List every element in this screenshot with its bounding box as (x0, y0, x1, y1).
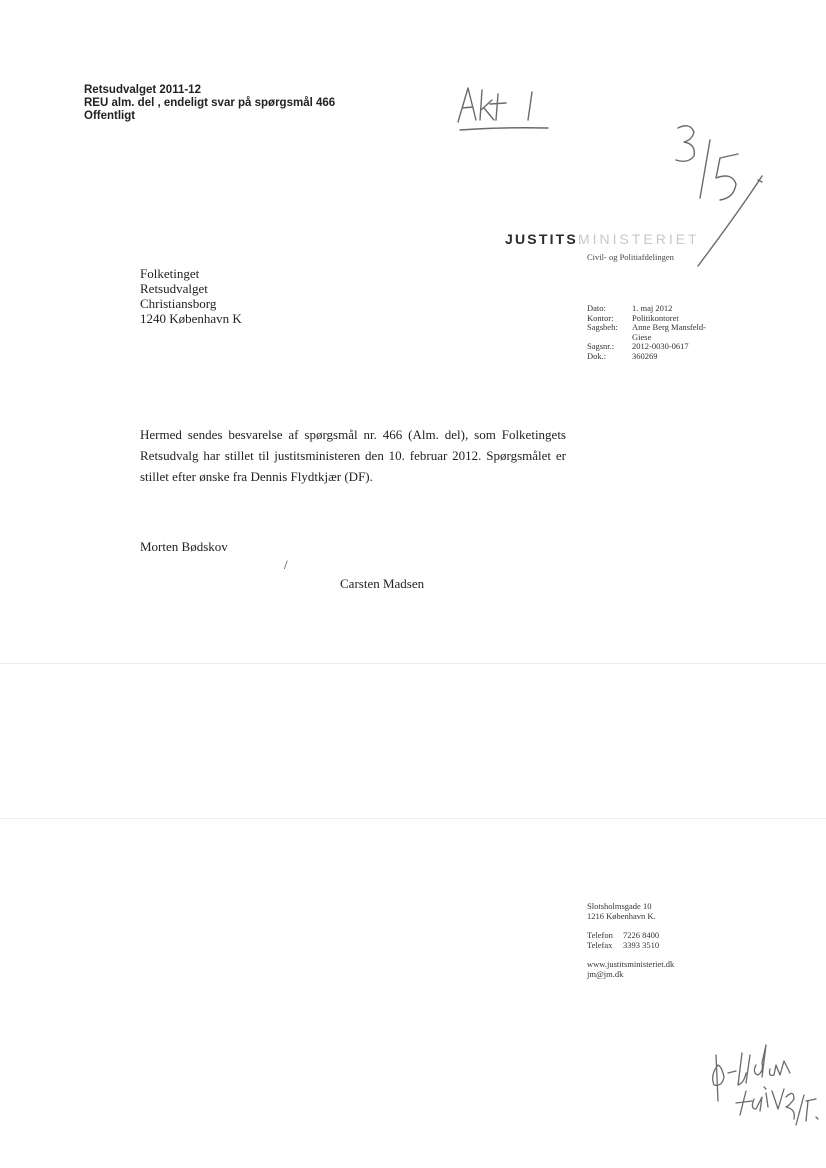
meta-value: 1. maj 2012 (632, 303, 673, 313)
phone-label: Telefon (587, 930, 613, 940)
official-signature: Carsten Madsen (340, 576, 425, 591)
meta-value: Politikontoret (632, 312, 679, 323)
committee-line: Retsudvalget 2011-12 (84, 84, 201, 96)
case-metadata (587, 304, 712, 361)
logo-word-bold: JUSTITS (505, 231, 578, 247)
meta-value: 2012-0030-0617 (632, 341, 689, 351)
footer-email: jm@jm.dk (587, 968, 624, 979)
meta-label: Sagsbeh: (587, 322, 618, 332)
meta-value: 360269 (632, 350, 658, 361)
meta-row-document (587, 352, 712, 362)
recipient-line: 1240 København K (140, 311, 242, 326)
logo-word-light: MINISTERIET (577, 231, 700, 247)
ministry-contact (587, 902, 674, 979)
meta-label: Sagsnr.: (587, 341, 615, 351)
meta-row-handler (587, 323, 712, 342)
ministry-logo (505, 231, 700, 247)
document-header (84, 84, 335, 123)
scan-divider (0, 663, 826, 664)
recipient-address (140, 266, 242, 326)
meta-label: Kontor: (587, 312, 614, 323)
recipient-line: Christiansborg (140, 296, 217, 311)
footer-street: Slotsholmsgade 10 (587, 901, 652, 911)
fax-label: Telefax (587, 939, 613, 950)
phone-value: 7226 8400 (623, 930, 660, 940)
footer-fax (587, 941, 674, 951)
recipient-line: Folketinget (140, 266, 200, 281)
meta-label: Dok.: (587, 350, 607, 361)
handwritten-annotation-top (440, 80, 770, 280)
minister-signature: Morten Bødskov (140, 539, 228, 554)
meta-label: Dato: (587, 303, 606, 313)
signature-slash: / (284, 557, 288, 572)
letter-body: Hermed sendes besvarelse af spørgsmål nr. 466 (Alm. del), som Folketingets Retsudvalg har stillet til justitsministeren den 10. februar 2012. Spørgsmålet er stillet efter ønske fra Dennis Flydtkjær (DF). (140, 427, 566, 484)
status-line: Offentligt (84, 110, 136, 122)
meta-value: Anne Berg Mansfeld-Giese (632, 322, 706, 342)
recipient-line: Retsudvalget (140, 281, 208, 296)
scan-divider (0, 818, 826, 819)
department-name: Civil- og Politiafdelingen (587, 252, 674, 262)
fax-value: 3393 3510 (623, 939, 660, 950)
handwritten-note-bottom (700, 1025, 820, 1130)
footer-website: www.justitsministeriet.dk (587, 959, 675, 969)
footer-city: 1216 København K. (587, 910, 656, 921)
subject-line: REU alm. del , endeligt svar på spørgsmål 466 (84, 97, 336, 109)
